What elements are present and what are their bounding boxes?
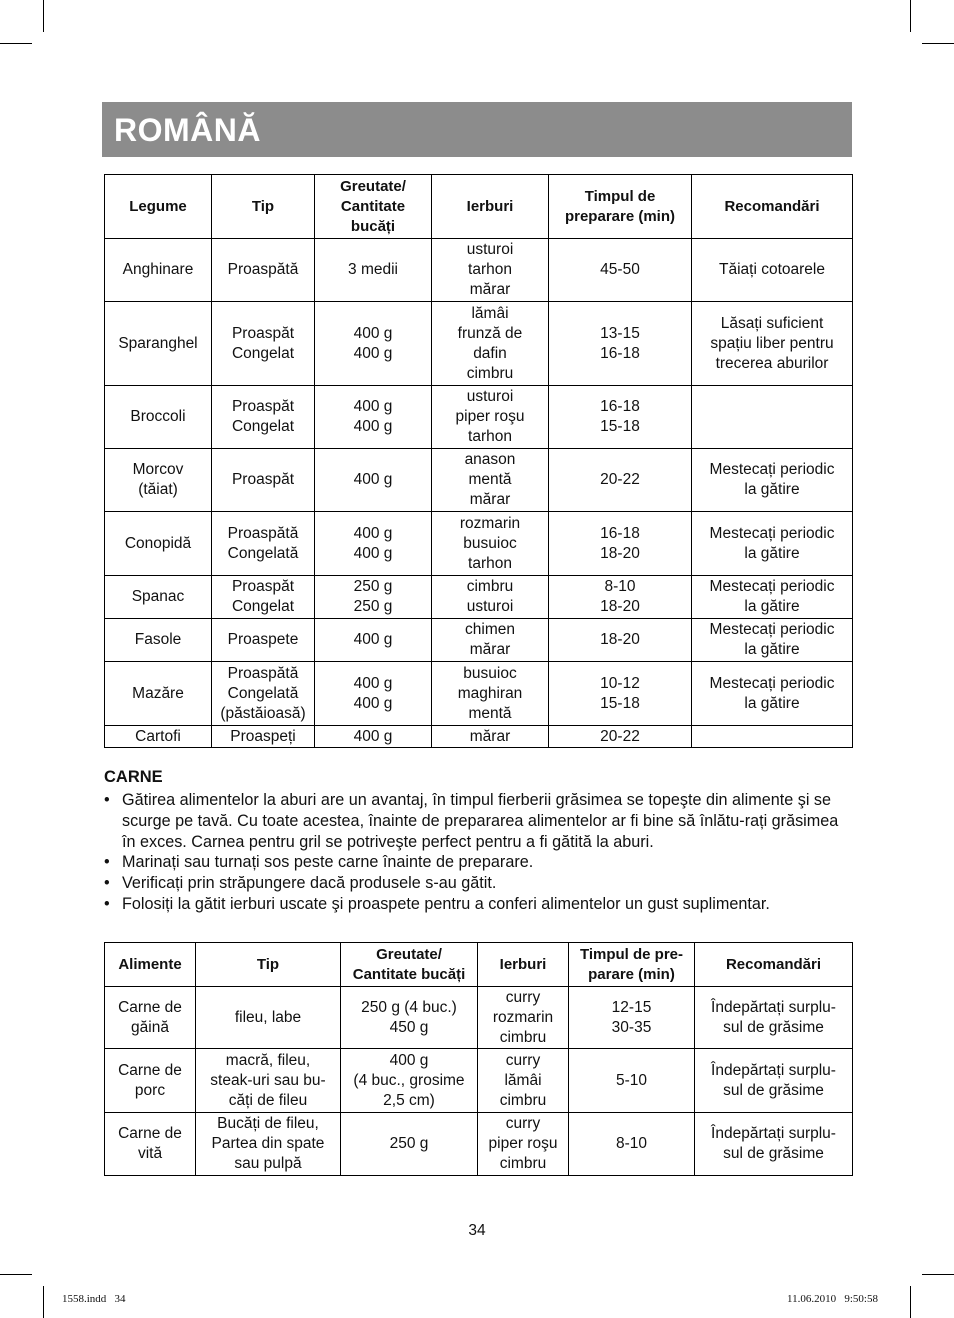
table-cell: 16-18 18-20	[549, 512, 692, 576]
table-cell: fileu, labe	[196, 987, 341, 1049]
tips-list	[104, 790, 854, 915]
bullet-icon: •	[104, 894, 110, 913]
table-cell: Proaspătă	[212, 239, 315, 302]
header-cell: Greutate/ Cantitate bucăți	[315, 175, 432, 239]
table-cell: 400 g 400 g	[315, 302, 432, 386]
header-cell: Greutate/ Cantitate bucăți	[341, 943, 478, 987]
crop-mark	[922, 43, 954, 44]
list-item	[104, 894, 854, 915]
table-cell: 10-12 15-18	[549, 662, 692, 726]
table-cell: Morcov (tăiat)	[105, 449, 212, 512]
header-cell: Alimente	[105, 943, 196, 987]
header-cell: Legume	[105, 175, 212, 239]
table-row	[105, 726, 853, 748]
header-cell: Ierburi	[432, 175, 549, 239]
table-row	[105, 662, 853, 726]
vegetables-table	[104, 174, 853, 748]
table-cell: 400 g (4 buc., grosime 2,5 cm)	[341, 1049, 478, 1113]
table-cell: Îndepărtați surplu- sul de grăsime	[695, 1113, 853, 1176]
table-cell: 400 g 400 g	[315, 512, 432, 576]
header-cell: Timpul de preparare (min)	[549, 175, 692, 239]
table-cell: 400 g	[315, 449, 432, 512]
table-cell: 18-20	[549, 619, 692, 662]
crop-mark	[0, 1274, 32, 1275]
table-cell: Proaspătă Congelată (păstăioasă)	[212, 662, 315, 726]
table-row	[105, 576, 853, 619]
table-row	[105, 239, 853, 302]
crop-mark	[910, 0, 911, 32]
table-cell: Anghinare	[105, 239, 212, 302]
table-cell: Carne de vită	[105, 1113, 196, 1176]
table-cell: Mestecați periodic la gătire	[692, 512, 853, 576]
table-cell: 8-10 18-20	[549, 576, 692, 619]
table-cell: Mazăre	[105, 662, 212, 726]
table-cell: Carne de găină	[105, 987, 196, 1049]
table-cell: Îndepărtați surplu- sul de grăsime	[695, 1049, 853, 1113]
table-cell: busuioc maghiran mentă	[432, 662, 549, 726]
header-cell: Recomandări	[695, 943, 853, 987]
crop-mark	[910, 1286, 911, 1318]
table-cell: 400 g	[315, 619, 432, 662]
crop-mark	[922, 1274, 954, 1275]
table-cell: usturoi tarhon mărar	[432, 239, 549, 302]
table-cell: macră, fileu, steak-uri sau bu- căți de fileu	[196, 1049, 341, 1113]
table-row	[105, 987, 853, 1049]
list-item-text: Folosiți la gătit ierburi uscate şi proaspete pentru a conferi alimentelor un gust suplimentar.	[122, 894, 770, 913]
table-cell: 5-10	[569, 1049, 695, 1113]
list-item-text: Gătirea alimentelor la aburi are un avantaj, în timpul fierberii grăsimea se topeşte din alimente şi se scurge pe tavă. Cu toate acestea, înainte de prepararea alimentelor ar fi bine să înlătu-rați grăsimea în exces. Carnea pentru gril se potriveşte perfect pentru a fi gătită la aburi.	[122, 791, 839, 851]
table-cell: mărar	[432, 726, 549, 748]
header-cell: Recomandări	[692, 175, 853, 239]
footer-file-info: 1558.indd 34	[62, 1293, 126, 1305]
table-row	[105, 449, 853, 512]
table-cell: Mestecați periodic la gătire	[692, 619, 853, 662]
table-cell: Bucăți de fileu, Partea din spate sau pulpă	[196, 1113, 341, 1176]
table-cell: Proaspătă Congelată	[212, 512, 315, 576]
table-cell: 400 g 400 g	[315, 386, 432, 449]
table-cell: curry rozmarin cimbru	[478, 987, 569, 1049]
table-cell: rozmarin busuioc tarhon	[432, 512, 549, 576]
table-header-row	[105, 943, 853, 987]
table-cell	[692, 386, 853, 449]
table-cell: Tăiați cotoarele	[692, 239, 853, 302]
table-cell: 20-22	[549, 726, 692, 748]
table-cell: 20-22	[549, 449, 692, 512]
table-cell: Carne de porc	[105, 1049, 196, 1113]
crop-mark	[43, 1286, 44, 1318]
table-cell: Sparanghel	[105, 302, 212, 386]
table-cell: usturoi piper roşu tarhon	[432, 386, 549, 449]
table-cell: Proaspăt Congelat	[212, 576, 315, 619]
table-cell: Mestecați periodic la gătire	[692, 576, 853, 619]
table-cell: 250 g (4 buc.) 450 g	[341, 987, 478, 1049]
table-row	[105, 386, 853, 449]
table-row	[105, 619, 853, 662]
table-cell: Lăsați suficient spațiu liber pentru trecerea aburilor	[692, 302, 853, 386]
bullet-icon: •	[104, 791, 110, 809]
table-cell: 400 g 400 g	[315, 662, 432, 726]
header-cell: Timpul de pre- parare (min)	[569, 943, 695, 987]
table-cell: Proaspăt	[212, 449, 315, 512]
table-cell: 400 g	[315, 726, 432, 748]
crop-mark	[0, 43, 32, 44]
table-cell: 250 g 250 g	[315, 576, 432, 619]
table-cell: Fasole	[105, 619, 212, 662]
list-item-text: Verificați prin străpungere dacă produsele s-au gătit.	[122, 874, 497, 893]
table-row	[105, 1049, 853, 1113]
table-cell: Cartofi	[105, 726, 212, 748]
table-row	[105, 302, 853, 386]
table-cell: 45-50	[549, 239, 692, 302]
language-banner	[102, 102, 852, 157]
footer-timestamp: 11.06.2010 9:50:58	[787, 1293, 878, 1305]
table-row	[105, 1113, 853, 1176]
meat-table	[104, 942, 853, 1176]
table-cell: cimbru usturoi	[432, 576, 549, 619]
header-cell: Ierburi	[478, 943, 569, 987]
header-cell: Tip	[196, 943, 341, 987]
crop-mark	[43, 0, 44, 32]
table-cell: 8-10	[569, 1113, 695, 1176]
header-cell: Tip	[212, 175, 315, 239]
table-cell: 16-18 15-18	[549, 386, 692, 449]
table-cell: Proaspeți	[212, 726, 315, 748]
table-cell: 250 g	[341, 1113, 478, 1176]
table-cell: 3 medii	[315, 239, 432, 302]
table-cell: Proaspăt Congelat	[212, 386, 315, 449]
bullet-icon: •	[104, 874, 110, 893]
table-cell: curry piper roşu cimbru	[478, 1113, 569, 1176]
list-item-text: Marinați sau turnați sos peste carne înainte de preparare.	[122, 853, 534, 872]
table-cell: Spanac	[105, 576, 212, 619]
table-cell	[692, 726, 853, 748]
page-title: ROMÂNĂ	[114, 112, 261, 148]
table-cell: 12-15 30-35	[569, 987, 695, 1049]
list-item	[104, 873, 854, 894]
bullet-icon: •	[104, 853, 110, 872]
list-item	[104, 790, 854, 852]
table-cell: Broccoli	[105, 386, 212, 449]
table-cell: Proaspăt Congelat	[212, 302, 315, 386]
table-cell: 13-15 16-18	[549, 302, 692, 386]
table-cell: Conopidă	[105, 512, 212, 576]
section-title-carne: CARNE	[104, 768, 163, 786]
table-header-row	[105, 175, 853, 239]
table-cell: Mestecați periodic la gătire	[692, 662, 853, 726]
table-cell: Proaspete	[212, 619, 315, 662]
table-cell: anason mentă mărar	[432, 449, 549, 512]
table-cell: lămâi frunză de dafin cimbru	[432, 302, 549, 386]
page-number: 34	[468, 1222, 486, 1239]
table-cell: Mestecați periodic la gătire	[692, 449, 853, 512]
table-row	[105, 512, 853, 576]
table-cell: Îndepărtați surplu- sul de grăsime	[695, 987, 853, 1049]
table-cell: chimen mărar	[432, 619, 549, 662]
table-cell: curry lămâi cimbru	[478, 1049, 569, 1113]
list-item	[104, 852, 854, 873]
